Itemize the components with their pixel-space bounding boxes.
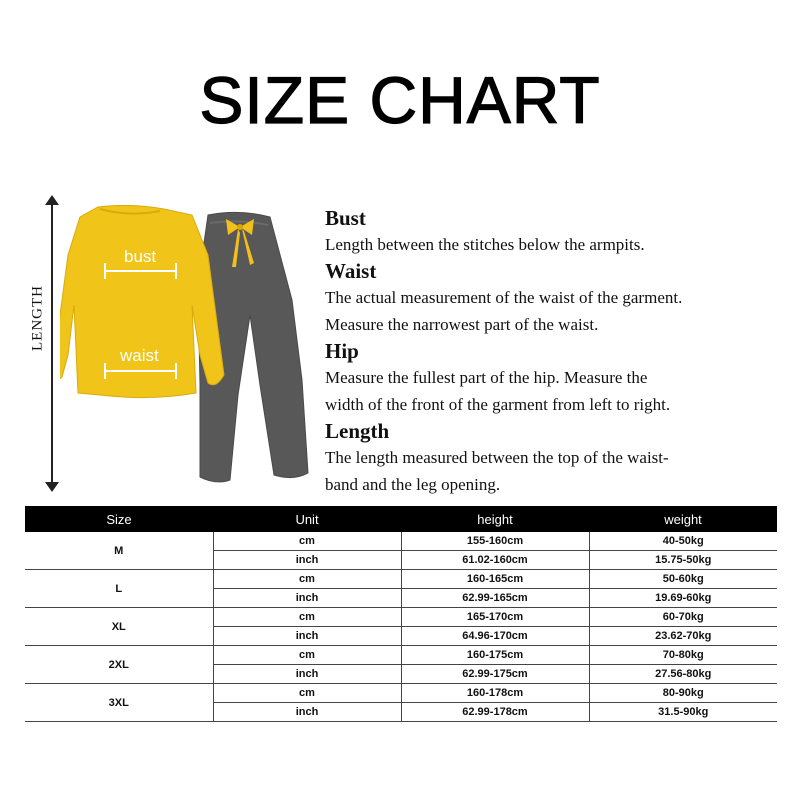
hip-desc-line: Measure the fullest part of the hip. Measure the (325, 368, 648, 387)
unit-cell: cm (213, 532, 401, 551)
size-table (25, 506, 777, 722)
header-size: Size (25, 506, 213, 532)
waist-heading: Waist (325, 259, 377, 283)
hip-desc-line: width of the front of the garment from left to right. (325, 395, 671, 414)
arrow-down-icon (45, 482, 59, 492)
arrow-up-icon (45, 195, 59, 205)
height-cell: 62.99-178cm (401, 703, 589, 722)
table-row (25, 646, 777, 665)
table-row (25, 532, 777, 551)
unit-cell: cm (213, 608, 401, 627)
table-row (25, 608, 777, 627)
header-height: height (401, 506, 589, 532)
height-cell: 62.99-165cm (401, 589, 589, 608)
unit-cell: cm (213, 646, 401, 665)
height-cell: 62.99-175cm (401, 665, 589, 684)
header-unit: Unit (213, 506, 401, 532)
unit-cell: cm (213, 684, 401, 703)
height-cell: 160-178cm (401, 684, 589, 703)
height-cell: 61.02-160cm (401, 551, 589, 570)
bust-heading: Bust (325, 206, 366, 230)
hip-heading: Hip (325, 339, 359, 363)
size-cell: L (25, 570, 213, 608)
height-cell: 64.96-170cm (401, 627, 589, 646)
length-desc-line: The length measured between the top of the waist- (325, 448, 669, 467)
weight-cell: 60-70kg (589, 608, 777, 627)
unit-cell: cm (213, 570, 401, 589)
size-cell: 3XL (25, 684, 213, 722)
waist-desc-line: The actual measurement of the waist of the garment. (325, 288, 683, 307)
height-cell: 155-160cm (401, 532, 589, 551)
weight-cell: 23.62-70kg (589, 627, 777, 646)
bust-desc-line: Length between the stitches below the armpits. (325, 235, 645, 254)
table-row (25, 684, 777, 703)
size-cell: XL (25, 608, 213, 646)
waist-desc-line: Measure the narrowest part of the waist. (325, 315, 599, 334)
bust-label: bust (124, 247, 157, 266)
size-cell: M (25, 532, 213, 570)
weight-cell: 40-50kg (589, 532, 777, 551)
weight-cell: 80-90kg (589, 684, 777, 703)
table-header-row (25, 506, 777, 532)
height-cell: 160-165cm (401, 570, 589, 589)
length-desc-line: band and the leg opening. (325, 475, 501, 494)
height-cell: 160-175cm (401, 646, 589, 665)
weight-cell: 31.5-90kg (589, 703, 777, 722)
pajama-illustration (60, 205, 320, 490)
unit-cell: inch (213, 551, 401, 570)
weight-cell: 50-60kg (589, 570, 777, 589)
length-measure-line (51, 200, 53, 489)
table-row (25, 570, 777, 589)
measurement-descriptions (325, 205, 795, 498)
page-title: SIZE CHART (199, 63, 601, 137)
unit-cell: inch (213, 665, 401, 684)
unit-cell: inch (213, 589, 401, 608)
weight-cell: 27.56-80kg (589, 665, 777, 684)
length-label: LENGTH (29, 285, 46, 351)
header-weight: weight (589, 506, 777, 532)
height-cell: 165-170cm (401, 608, 589, 627)
weight-cell: 19.69-60kg (589, 589, 777, 608)
unit-cell: inch (213, 703, 401, 722)
size-cell: 2XL (25, 646, 213, 684)
weight-cell: 70-80kg (589, 646, 777, 665)
weight-cell: 15.75-50kg (589, 551, 777, 570)
waist-label: waist (120, 346, 159, 365)
length-heading: Length (325, 419, 390, 443)
unit-cell: inch (213, 627, 401, 646)
